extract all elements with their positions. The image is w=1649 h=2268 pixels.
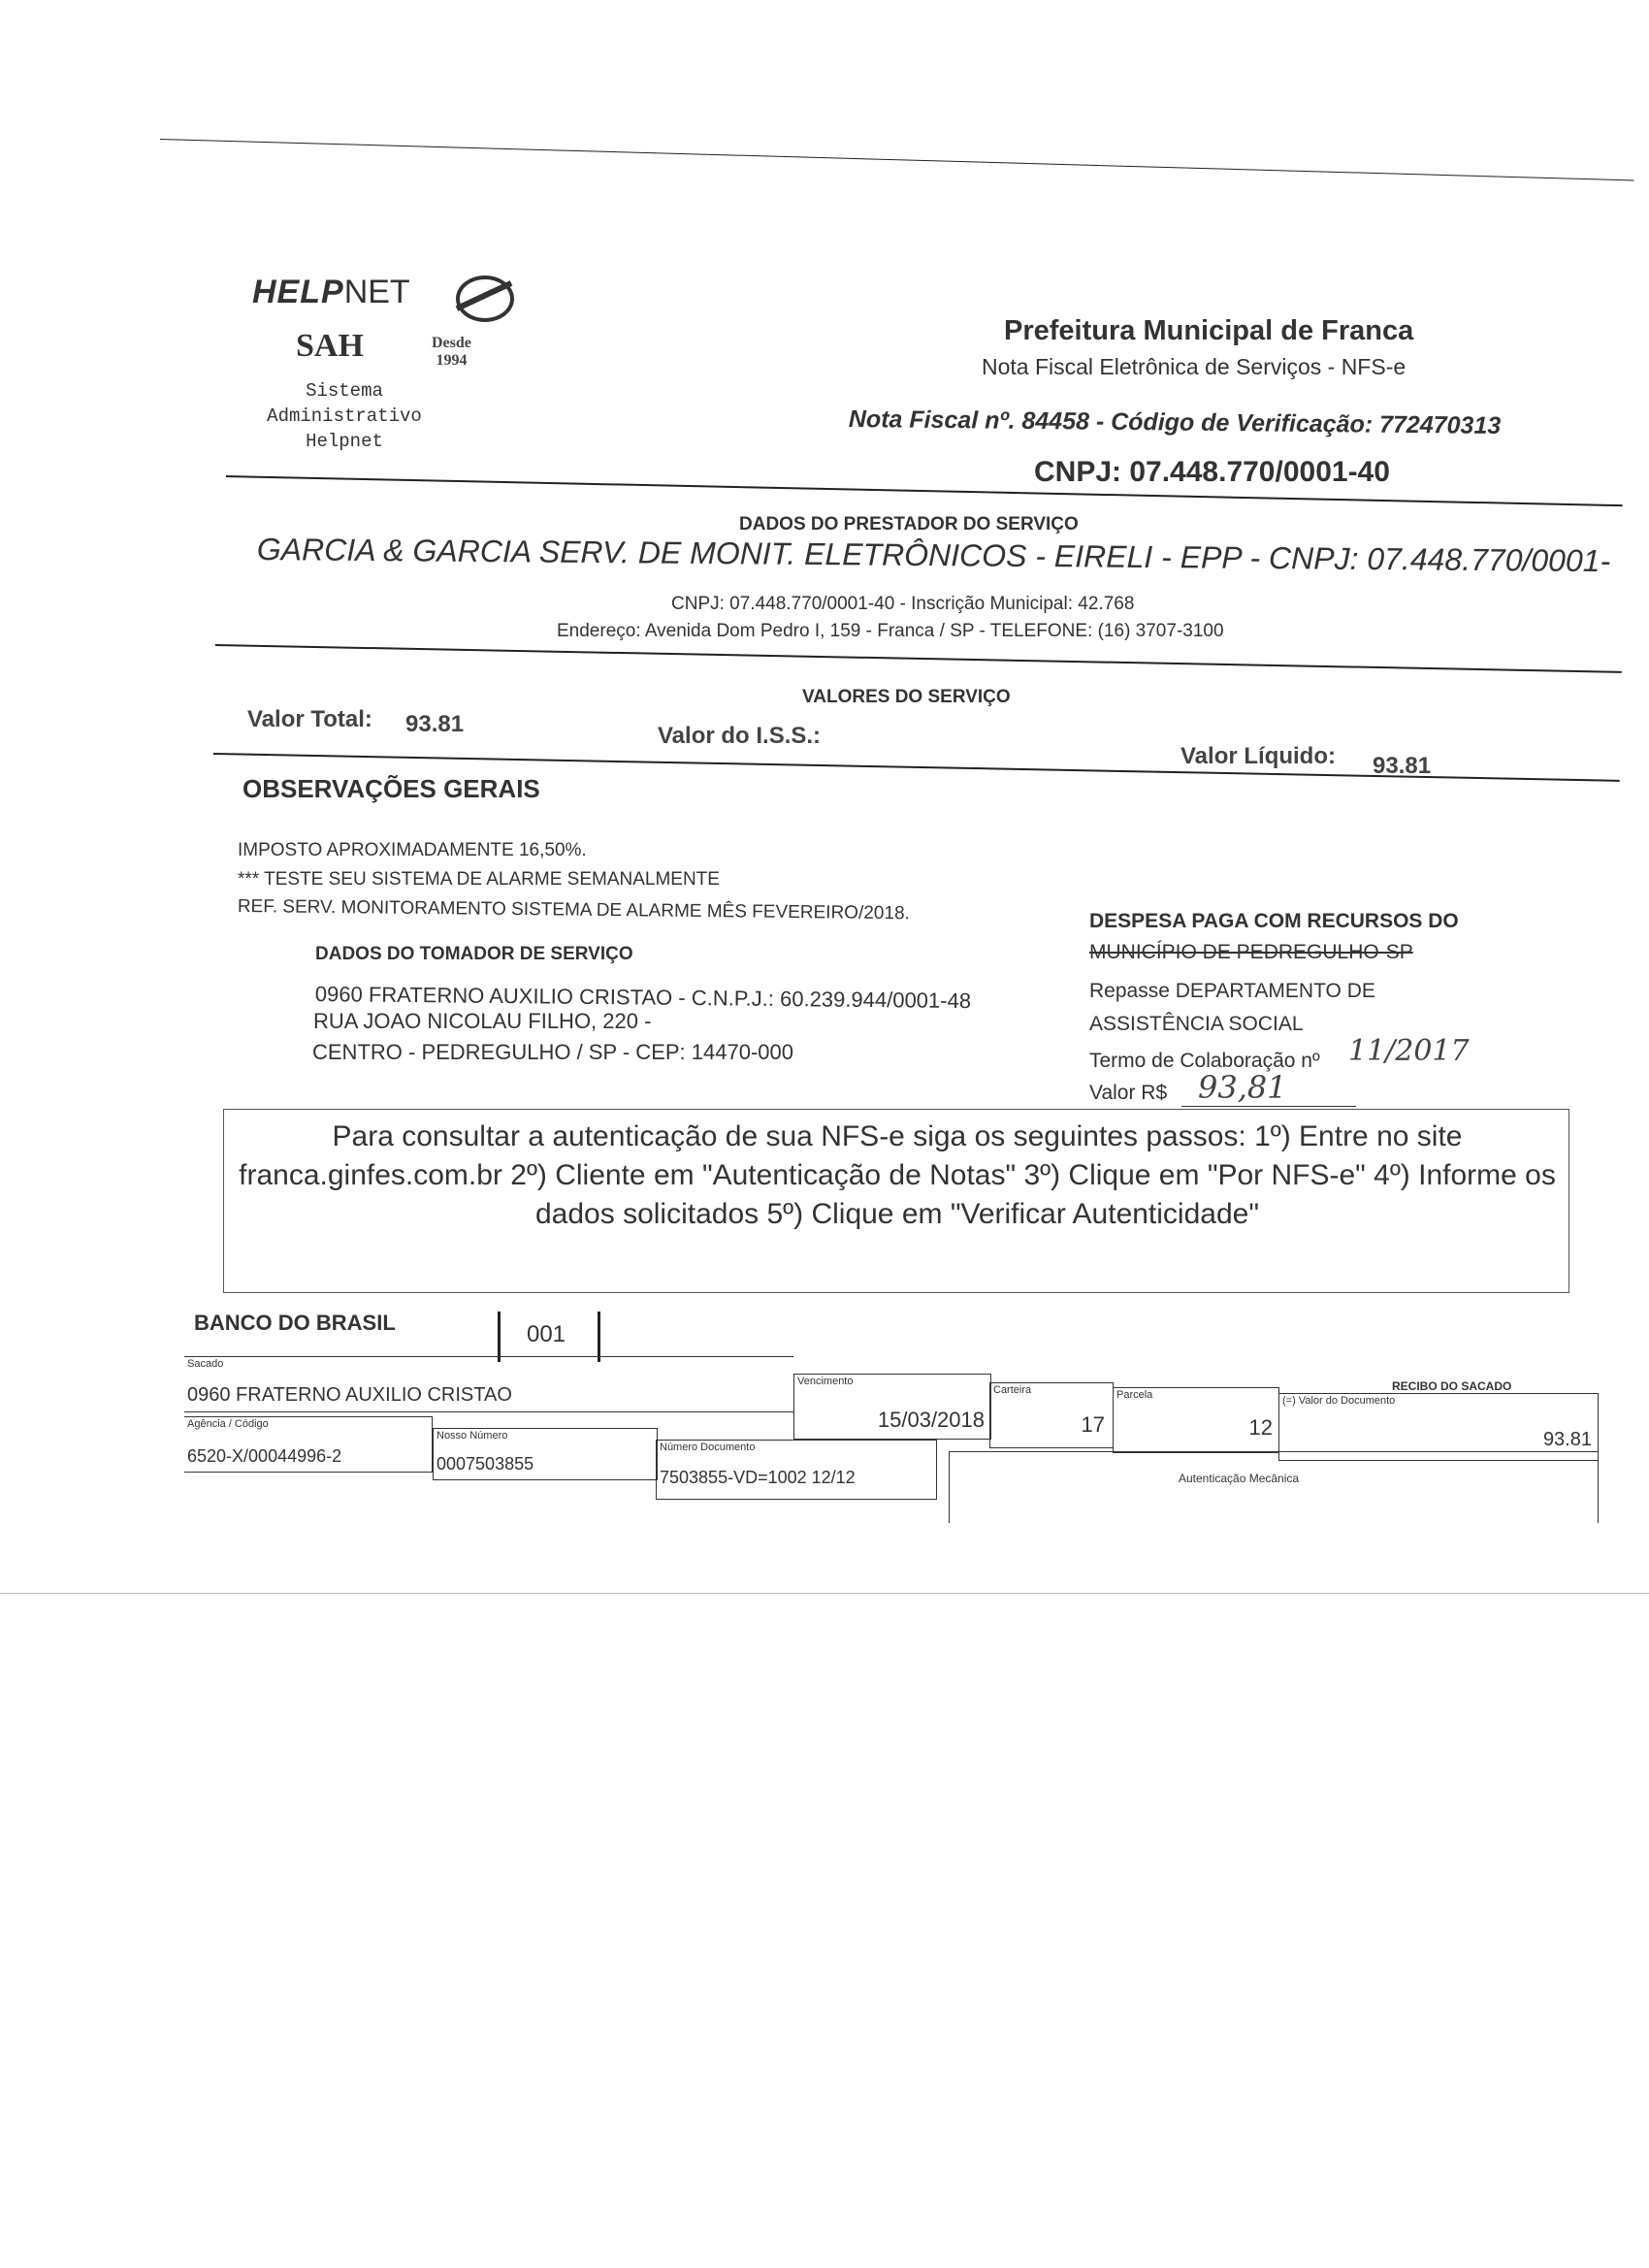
stamp-line-3: Repasse DEPARTAMENTO DE [1089, 980, 1375, 1002]
carteira-cell [989, 1382, 1114, 1448]
nosso-numero-value: 0007503855 [436, 1454, 534, 1474]
valor-label: Valor R$ [1089, 1082, 1168, 1104]
carteira-value: 17 [1081, 1412, 1105, 1437]
agencia-label: Agência / Código [187, 1418, 269, 1430]
stamp-line-1: DESPESA PAGA COM RECURSOS DO [1089, 910, 1459, 932]
stamp-line-4: ASSISTÊNCIA SOCIAL [1089, 1013, 1304, 1035]
top-rule [160, 139, 1633, 180]
valor-iss-label: Valor do I.S.S.: [658, 723, 822, 749]
prestador-heading: DADOS DO PRESTADOR DO SERVIÇO [739, 514, 1079, 535]
valor-handwritten: 93,81 [1198, 1069, 1287, 1106]
nota-fiscal-number: Nota Fiscal nº. 84458 - Código de Verificação: 772470313 [848, 405, 1502, 440]
sah-logo: SAH [296, 328, 364, 364]
helpnet-logo: HELPNET [252, 274, 410, 310]
nfse-subtitle: Nota Fiscal Eletrônica de Serviços - NFS-e [982, 354, 1406, 379]
sacado-cell [184, 1356, 793, 1412]
prestador-cnpj: CNPJ: 07.448.770/0001-40 - Inscrição Municipal: 42.768 [671, 594, 1135, 614]
vencimento-label: Vencimento [797, 1376, 854, 1387]
vencimento-cell [793, 1374, 991, 1440]
autenticacao-mecanica-cell [949, 1451, 1599, 1523]
parcela-cell [1113, 1387, 1279, 1453]
globe-icon [456, 275, 514, 322]
since-badge: Desde 1994 [432, 335, 471, 369]
valor-underline [1181, 1106, 1356, 1107]
termo-handwritten: 11/2017 [1348, 1034, 1470, 1068]
recibo-sacado: RECIBO DO SACADO [1392, 1379, 1512, 1393]
scan-edge [0, 1593, 1649, 1594]
observacoes-title: OBSERVAÇÕES GERAIS [242, 774, 540, 803]
valor-documento-label: (=) Valor do Documento [1282, 1395, 1396, 1407]
prefeitura-title: Prefeitura Municipal de Franca [1004, 315, 1414, 346]
banco-do-brasil-logo: BANCO DO BRASIL [194, 1311, 396, 1335]
nosso-numero-cell [433, 1428, 658, 1480]
system-name: Sistema Administrativo Helpnet [267, 380, 422, 452]
valor-total-value: 93.81 [405, 711, 465, 737]
obs-line-1: IMPOSTO APROXIMADAMENTE 16,50%. [238, 840, 587, 860]
termo-label: Termo de Colaboração nº [1089, 1050, 1320, 1072]
prestador-address: Endereço: Avenida Dom Pedro I, 159 - Franca / SP - TELEFONE: (16) 3707-3100 [557, 621, 1224, 641]
valor-liquido-label: Valor Líquido: [1180, 743, 1336, 769]
tomador-heading: DADOS DO TOMADOR DE SERVIÇO [315, 944, 633, 964]
valores-heading: VALORES DO SERVIÇO [802, 687, 1011, 707]
parcela-label: Parcela [1116, 1389, 1153, 1401]
sacado-label: Sacado [187, 1358, 224, 1370]
vencimento-value: 15/03/2018 [877, 1408, 985, 1432]
tomador-line-1: 0960 FRATERNO AUXILIO CRISTAO - C.N.P.J.: 60.239.944/0001-48 [314, 982, 972, 1014]
stamp-line-2: MUNICÍPIO DE PEDREGULHO-SP [1089, 941, 1413, 963]
tomador-line-3: CENTRO - PEDREGULHO / SP - CEP: 14470-000 [312, 1040, 793, 1064]
autenticacao-instructions: Para consultar a autenticação de sua NFS-e siga os seguintes passos: 1º) Entre no site franca.ginfes.com.br 2º) Cliente em "Autenticação de Notas" 3º) Clique em "Por NFS-e" 4º) Informe os dados solicitados 5º) Clique em "Verificar Autenticidade" [239, 1120, 1556, 1230]
divider-1 [226, 475, 1623, 506]
autenticacao-mecanica-label: Autenticação Mecânica [1179, 1472, 1300, 1485]
bank-code: 001 [526, 1321, 566, 1347]
divider-2 [215, 644, 1622, 673]
header-cnpj: CNPJ: 07.448.770/0001-40 [1034, 456, 1390, 488]
numero-documento-label: Número Documento [660, 1442, 756, 1453]
prestador-name: GARCIA & GARCIA SERV. DE MONIT. ELETRÔNICOS - EIRELI - EPP - CNPJ: 07.448.770/0001- [256, 532, 1611, 579]
numero-documento-value: 7503855-VD=1002 12/12 [660, 1468, 856, 1487]
valor-liquido-value: 93.81 [1373, 753, 1432, 779]
valor-documento-value: 93.81 [1542, 1429, 1592, 1450]
nosso-numero-label: Nosso Número [436, 1430, 508, 1442]
sacado-value: 0960 FRATERNO AUXILIO CRISTAO [187, 1384, 512, 1406]
obs-line-3: REF. SERV. MONITORAMENTO SISTEMA DE ALARME MÊS FEVEREIRO/2018. [237, 896, 910, 924]
agencia-value: 6520-X/00044996-2 [187, 1446, 342, 1466]
obs-line-2: *** TESTE SEU SISTEMA DE ALARME SEMANALMENTE [238, 869, 720, 890]
numero-documento-cell [656, 1440, 937, 1500]
carteira-label: Carteira [993, 1384, 1032, 1396]
agencia-cell [184, 1416, 433, 1473]
tomador-line-2: RUA JOAO NICOLAU FILHO, 220 - [313, 1009, 652, 1033]
parcela-value: 12 [1248, 1415, 1273, 1440]
valor-total-label: Valor Total: [247, 706, 372, 732]
